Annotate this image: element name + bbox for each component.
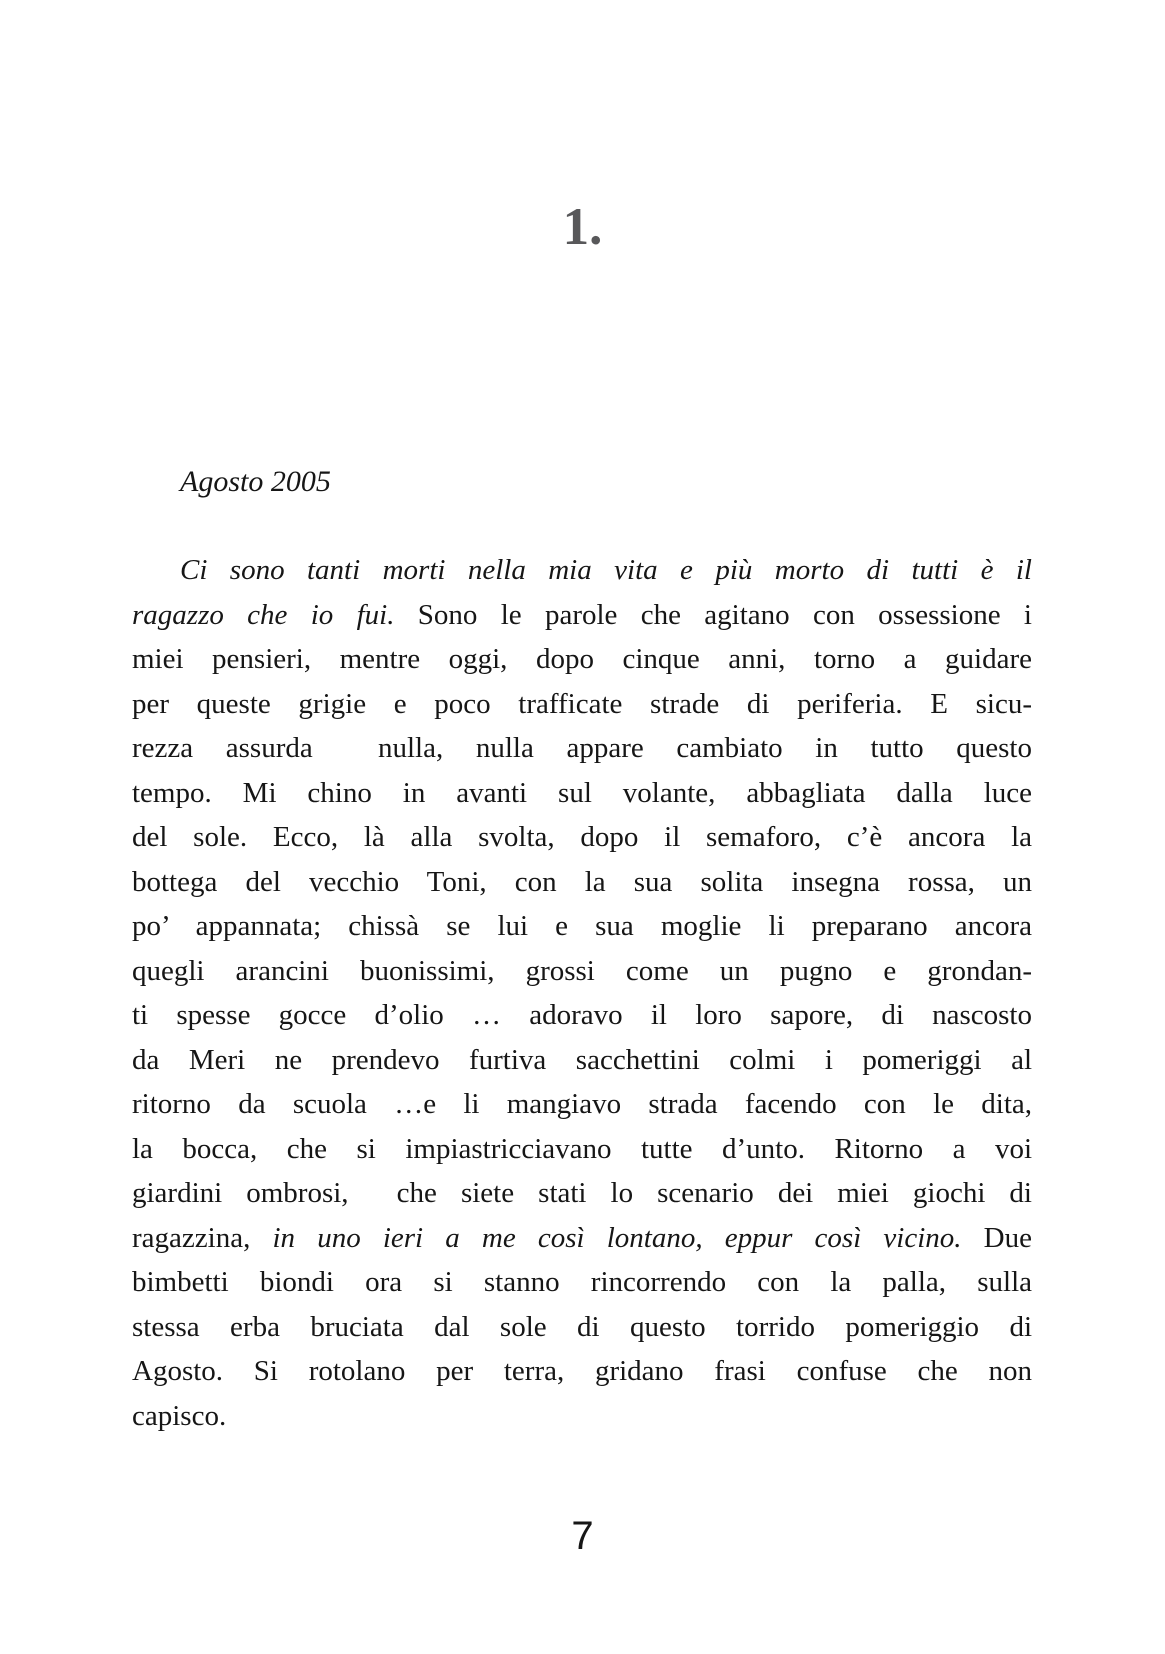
body-text: del sole. Ecco, là alla svolta, dopo il semaforo, c’è ancora la	[132, 821, 1032, 853]
body-text: Agosto. Si rotolano per terra, gridano frasi confuse che non	[132, 1355, 1032, 1387]
body-text: giardini ombrosi, che siete stati lo scenario dei miei giochi di	[132, 1177, 1032, 1209]
body-text: quegli arancini buonissimi, grossi come un pugno e grondan-	[132, 954, 1032, 987]
body-text: bimbetti biondi ora si stanno rincorrendo con la palla, sulla	[132, 1266, 1032, 1298]
body-line	[132, 949, 1032, 994]
body-line	[132, 1082, 1032, 1127]
body-text: la bocca, che si impiastricciavano tutte d’unto. Ritorno a voi	[132, 1132, 1032, 1165]
body-line	[132, 1349, 1032, 1394]
body-text: miei pensieri, mentre oggi, dopo cinque anni, torno a guidare	[132, 643, 1032, 675]
body-line	[132, 904, 1032, 949]
body-line	[132, 1260, 1032, 1305]
body-line	[132, 771, 1032, 816]
body-text: ti spesse gocce d’olio … adoravo il loro sapore, di nascosto	[132, 999, 1032, 1031]
body-text: capisco.	[132, 1399, 227, 1432]
body-text-italic: in uno ieri a me così lontano, eppur così vicino.	[272, 1221, 962, 1254]
body-line	[132, 1216, 1032, 1261]
body-line	[132, 726, 1032, 771]
body-line	[132, 637, 1032, 682]
body-line	[132, 1394, 1032, 1439]
body-text-italic: ragazzo che io fui.	[132, 598, 395, 631]
body-text: Due	[961, 1221, 1032, 1254]
chapter-number: 1.	[562, 198, 603, 256]
body-line	[132, 1127, 1032, 1172]
body-text: da Meri ne prendevo furtiva sacchettini colmi i pomeriggi al	[132, 1043, 1032, 1076]
body-text: bottega del vecchio Toni, con la sua solita insegna rossa, un	[132, 865, 1032, 898]
date-line: Agosto 2005	[180, 465, 331, 498]
body-text: ragazzina,	[132, 1221, 273, 1254]
body-line	[132, 815, 1032, 860]
body-line	[132, 1171, 1032, 1216]
body-text: stessa erba bruciata dal sole di questo torrido pomeriggio di	[132, 1310, 1032, 1343]
paragraph	[132, 548, 1032, 1438]
body-text: tempo. Mi chino in avanti sul volante, abbagliata dalla luce	[132, 776, 1032, 809]
body-text: ritorno da scuola …e li mangiavo strada facendo con le dita,	[132, 1088, 1032, 1120]
body-line	[132, 860, 1032, 905]
body-line	[132, 1038, 1032, 1083]
body-line	[132, 1305, 1032, 1350]
body-text: rezza assurda nulla, nulla appare cambiato in tutto questo	[132, 732, 1032, 764]
body-text: per queste grigie e poco trafficate strade di periferia. E sicu-	[132, 687, 1032, 720]
body-line	[132, 682, 1032, 727]
body-text: po’ appannata; chissà se lui e sua moglie li preparano ancora	[132, 910, 1032, 942]
page-number: 7	[571, 1514, 594, 1558]
body-line	[132, 993, 1032, 1038]
body-line	[132, 593, 1032, 638]
body-line	[132, 548, 1032, 593]
body-text-italic: Ci sono tanti morti nella mia vita e più morto di tutti è il	[180, 554, 1032, 586]
body-text: Sono le parole che agitano con ossessione i	[394, 598, 1032, 631]
